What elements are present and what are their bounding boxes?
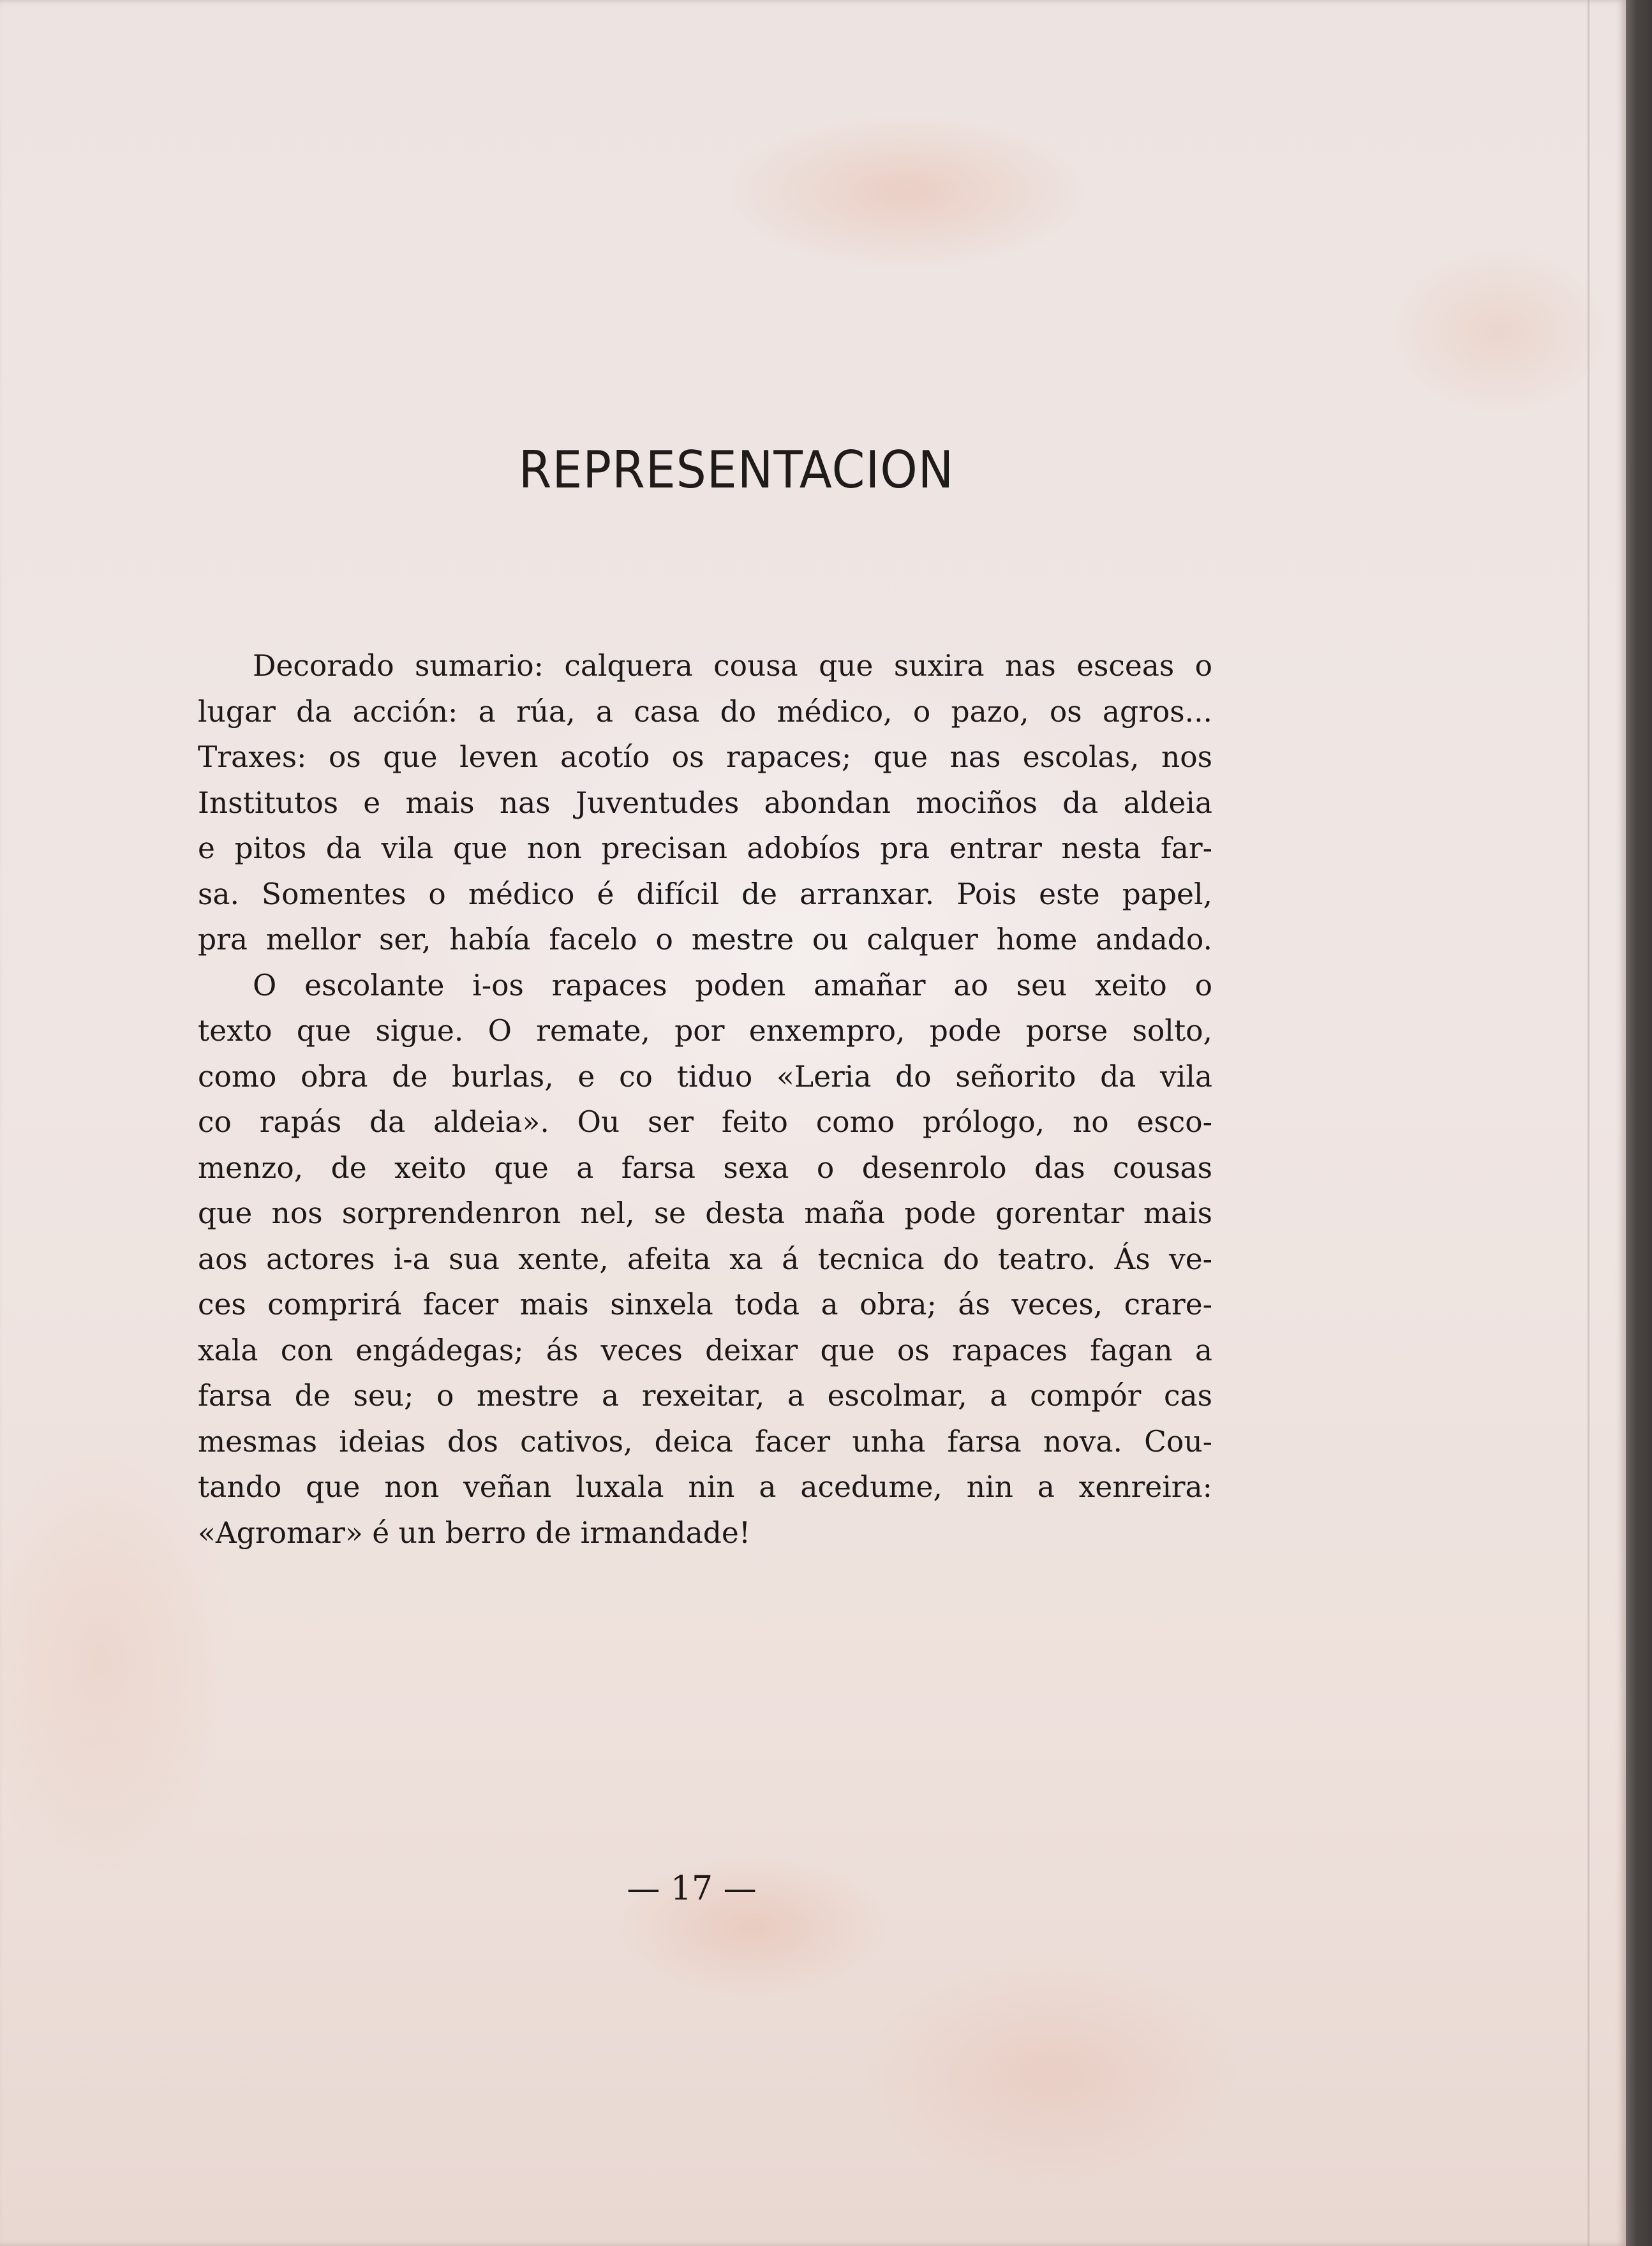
- text-line: farsa de seu; o mestre a rexeitar, a escolmar, a compór cas: [198, 1379, 1212, 1413]
- chapter-title: REPRESENTACION: [518, 440, 955, 500]
- text-line: e pitos da vila que non precisan adobíos pra entrar nesta far-: [198, 831, 1212, 865]
- text-line: que nos sorprendenron nel, se desta maña pode gorentar mais: [198, 1196, 1212, 1230]
- text-line: pra mellor ser, había facelo o mestre ou calquer home andado.: [198, 923, 1212, 956]
- text-line: mesmas ideias dos cativos, deica facer unha farsa nova. Cou-: [198, 1424, 1212, 1459]
- text-line: texto que sigue. O remate, por enxempro, pode porse solto,: [198, 1014, 1212, 1048]
- page-number: — 17 —: [627, 1870, 757, 1908]
- book-spine: [1626, 0, 1652, 2246]
- text-line: menzo, de xeito que a farsa sexa o desenrolo das cousas: [198, 1150, 1212, 1185]
- paragraph-escolante: [198, 963, 1212, 1556]
- text-line: co rapás da aldeia». Ou ser feito como prólogo, no esco-: [198, 1105, 1212, 1139]
- text-line: sa. Somentes o médico é difícil de arranxar. Pois este papel,: [198, 877, 1212, 911]
- text-line: ces comprirá facer mais sinxela toda a obra; ás veces, crare-: [198, 1288, 1212, 1321]
- text-line: Decorado sumario: calquera cousa que suxira nas esceas o: [253, 649, 1212, 683]
- text-line: tando que non veñan luxala nin a acedume, nin a xenreira:: [198, 1470, 1212, 1504]
- page-edge-line: [1588, 0, 1589, 2246]
- text-line: como obra de burlas, e co tiduo «Leria do señorito da vila: [198, 1059, 1212, 1094]
- body-text: [198, 643, 1212, 1556]
- text-line: aos actores i-a sua xente, afeita xa á tecnica do teatro. Ás ve-: [198, 1242, 1212, 1276]
- text-line: Traxes: os que leven acotío os rapaces; que nas escolas, nos: [198, 740, 1212, 774]
- text-line: O escolante i-os rapaces poden amañar ao seu xeito o: [253, 968, 1212, 1002]
- text-line: «Agromar» é un berro de irmandade!: [198, 1515, 751, 1550]
- text-line: Institutos e mais nas Juventudes abondan mociños da aldeia: [198, 785, 1212, 820]
- text-line: xala con engádegas; ás veces deixar que os rapaces fagan a: [198, 1333, 1212, 1367]
- text-line: lugar da acción: a rúa, a casa do médico, o pazo, os agros...: [198, 694, 1212, 729]
- paragraph-decorado: [198, 643, 1212, 963]
